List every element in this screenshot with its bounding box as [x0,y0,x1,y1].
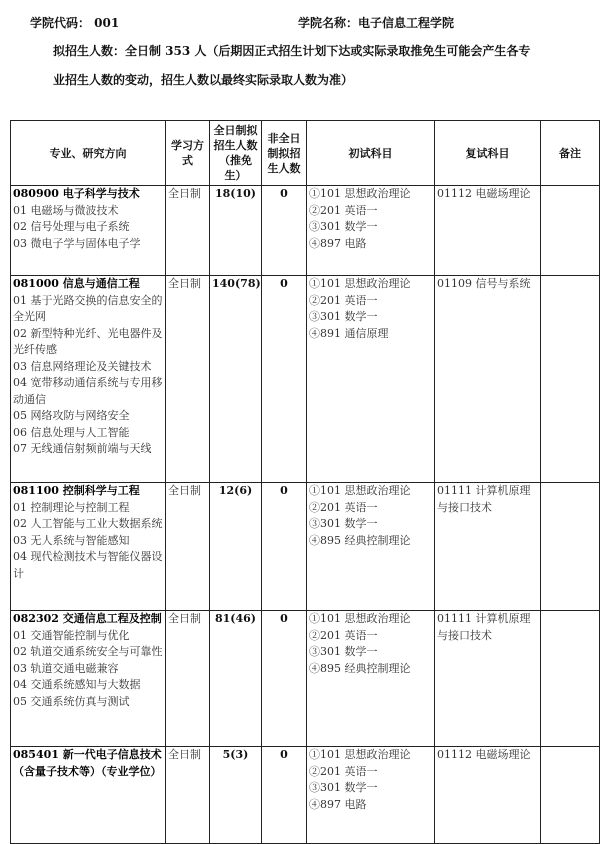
parttime-quota-cell: 0 [262,276,307,483]
study-mode-cell: 全日制 [166,747,210,844]
remark-cell [541,611,600,747]
retest-subject: 01111 计算机原理与接口技术 [437,612,531,642]
research-direction: 07 无线通信射频前端与天线 [13,442,152,455]
retest-subject-cell [435,611,541,747]
retest-subject: 01111 计算机原理与接口技术 [437,484,531,514]
exam-subject: ②201 英语一 [309,500,378,514]
exam-subject: ①101 思想政治理论 [309,748,411,761]
major-cell [11,186,166,276]
exam-subject: ③301 数学一 [309,517,378,530]
table-row [11,276,600,483]
quota-note-line-1: 拟招生人数：全日制 353 人（后期因正式招生计划下达或实际录取推免生可能会产生各专 [53,44,531,58]
remark-cell [541,276,600,483]
remark-cell [541,186,600,276]
retest-subject-cell [435,276,541,483]
major-cell [11,747,166,844]
research-direction: 02 新型特种光纤、光电器件及光纤传感 [13,326,163,356]
research-direction: 02 信号处理与电子系统 [13,220,130,233]
exam-subject: ②201 英语一 [309,628,378,642]
research-direction: 03 无人系统与智能感知 [13,533,130,547]
parttime-quota-cell: 0 [262,747,307,844]
study-mode-cell: 全日制 [166,186,210,276]
college-name: 学院名称：电子信息工程学院 [298,16,455,30]
fulltime-quota-cell: 5(3) [210,747,262,844]
research-direction: 02 轨道交通系统安全与可靠性 [13,645,163,658]
study-mode-cell: 全日制 [166,276,210,483]
major-title: 080900 电子科学与技术 [13,187,140,200]
fulltime-quota-cell: 81(46) [210,611,262,747]
fulltime-quota-cell: 140(78) [210,276,262,483]
research-direction: 05 交通系统仿真与测试 [13,694,130,708]
research-direction: 03 微电子学与固体电子学 [13,236,141,250]
exam-subject: ④895 经典控制理论 [309,533,411,547]
major-title: 082302 交通信息工程及控制 [13,612,162,625]
research-direction: 03 信息网络理论及关键技术 [13,359,152,373]
table-row [11,186,600,276]
exam-subject: ①101 思想政治理论 [309,612,411,625]
exam-subject: ④897 电路 [309,236,367,250]
exam-subject: ①101 思想政治理论 [309,277,411,290]
exam-subjects-cell [307,186,435,276]
major-title: 081000 信息与通信工程 [13,277,140,290]
exam-subject: ②201 英语一 [309,293,378,307]
col-header-retest: 复试科目 [435,121,541,186]
exam-subject: ②201 英语一 [309,764,378,778]
parttime-quota-cell: 0 [262,186,307,276]
exam-subject: ③301 数学一 [309,781,378,794]
exam-subject: ③301 数学一 [309,220,378,233]
research-direction: 04 现代检测技术与智能仪器设计 [13,550,163,580]
retest-subject: 01112 电磁场理论 [437,748,531,761]
parttime-quota-cell: 0 [262,611,307,747]
research-direction: 03 轨道交通电磁兼容 [13,661,119,675]
research-direction: 01 电磁场与微波技术 [13,203,119,217]
col-header-fulltime-quota: 全日制拟招生人数（推免生） [210,121,262,186]
quota-note-line-2: 业招生人数的变动，招生人数以最终实际录取人数为准） [53,73,354,87]
major-cell [11,611,166,747]
col-header-exam: 初试科目 [307,121,435,186]
remark-cell [541,747,600,844]
major-title: 085401 新一代电子信息技术（含量子技术等）（专业学位） [13,748,162,778]
retest-subject: 01112 电磁场理论 [437,187,531,200]
exam-subject: ③301 数学一 [309,310,378,323]
exam-subjects-cell [307,611,435,747]
col-header-major: 专业、研究方向 [11,121,166,186]
exam-subject: ④897 电路 [309,797,367,811]
table-row [11,747,600,844]
exam-subjects-cell [307,483,435,611]
major-cell [11,276,166,483]
research-direction: 04 宽带移动通信系统与专用移动通信 [13,376,163,406]
exam-subject: ①101 思想政治理论 [309,484,411,497]
remark-cell [541,483,600,611]
research-direction: 01 控制理论与控制工程 [13,500,130,514]
study-mode-cell: 全日制 [166,483,210,611]
college-code: 学院代码： 001 [30,16,120,30]
table-header-row [11,121,600,186]
exam-subject: ①101 思想政治理论 [309,187,411,200]
major-title: 081100 控制科学与工程 [13,484,140,497]
col-header-mode: 学习方式 [166,121,210,186]
research-direction: 06 信息处理与人工智能 [13,425,130,439]
exam-subject: ④895 经典控制理论 [309,661,411,675]
exam-subject: ③301 数学一 [309,645,378,658]
research-direction: 01 基于光路交换的信息安全的全光网 [13,293,163,323]
research-direction: 02 人工智能与工业大数据系统 [13,517,163,530]
major-cell [11,483,166,611]
retest-subject: 01109 信号与系统 [437,277,531,290]
research-direction: 01 交通智能控制与优化 [13,628,130,642]
exam-subject: ④891 通信原理 [309,326,389,340]
fulltime-quota-cell: 12(6) [210,483,262,611]
col-header-parttime-quota: 非全日制拟招生人数 [262,121,307,186]
exam-subjects-cell [307,276,435,483]
study-mode-cell: 全日制 [166,611,210,747]
exam-subject: ②201 英语一 [309,203,378,217]
col-header-remark: 备注 [541,121,600,186]
parttime-quota-cell: 0 [262,483,307,611]
research-direction: 05 网络攻防与网络安全 [13,409,130,422]
table-row [11,611,600,747]
retest-subject-cell [435,483,541,611]
table-row [11,483,600,611]
retest-subject-cell [435,747,541,844]
fulltime-quota-cell: 18(10) [210,186,262,276]
research-direction: 04 交通系统感知与大数据 [13,678,141,691]
enrollment-table [10,120,600,844]
retest-subject-cell [435,186,541,276]
exam-subjects-cell [307,747,435,844]
